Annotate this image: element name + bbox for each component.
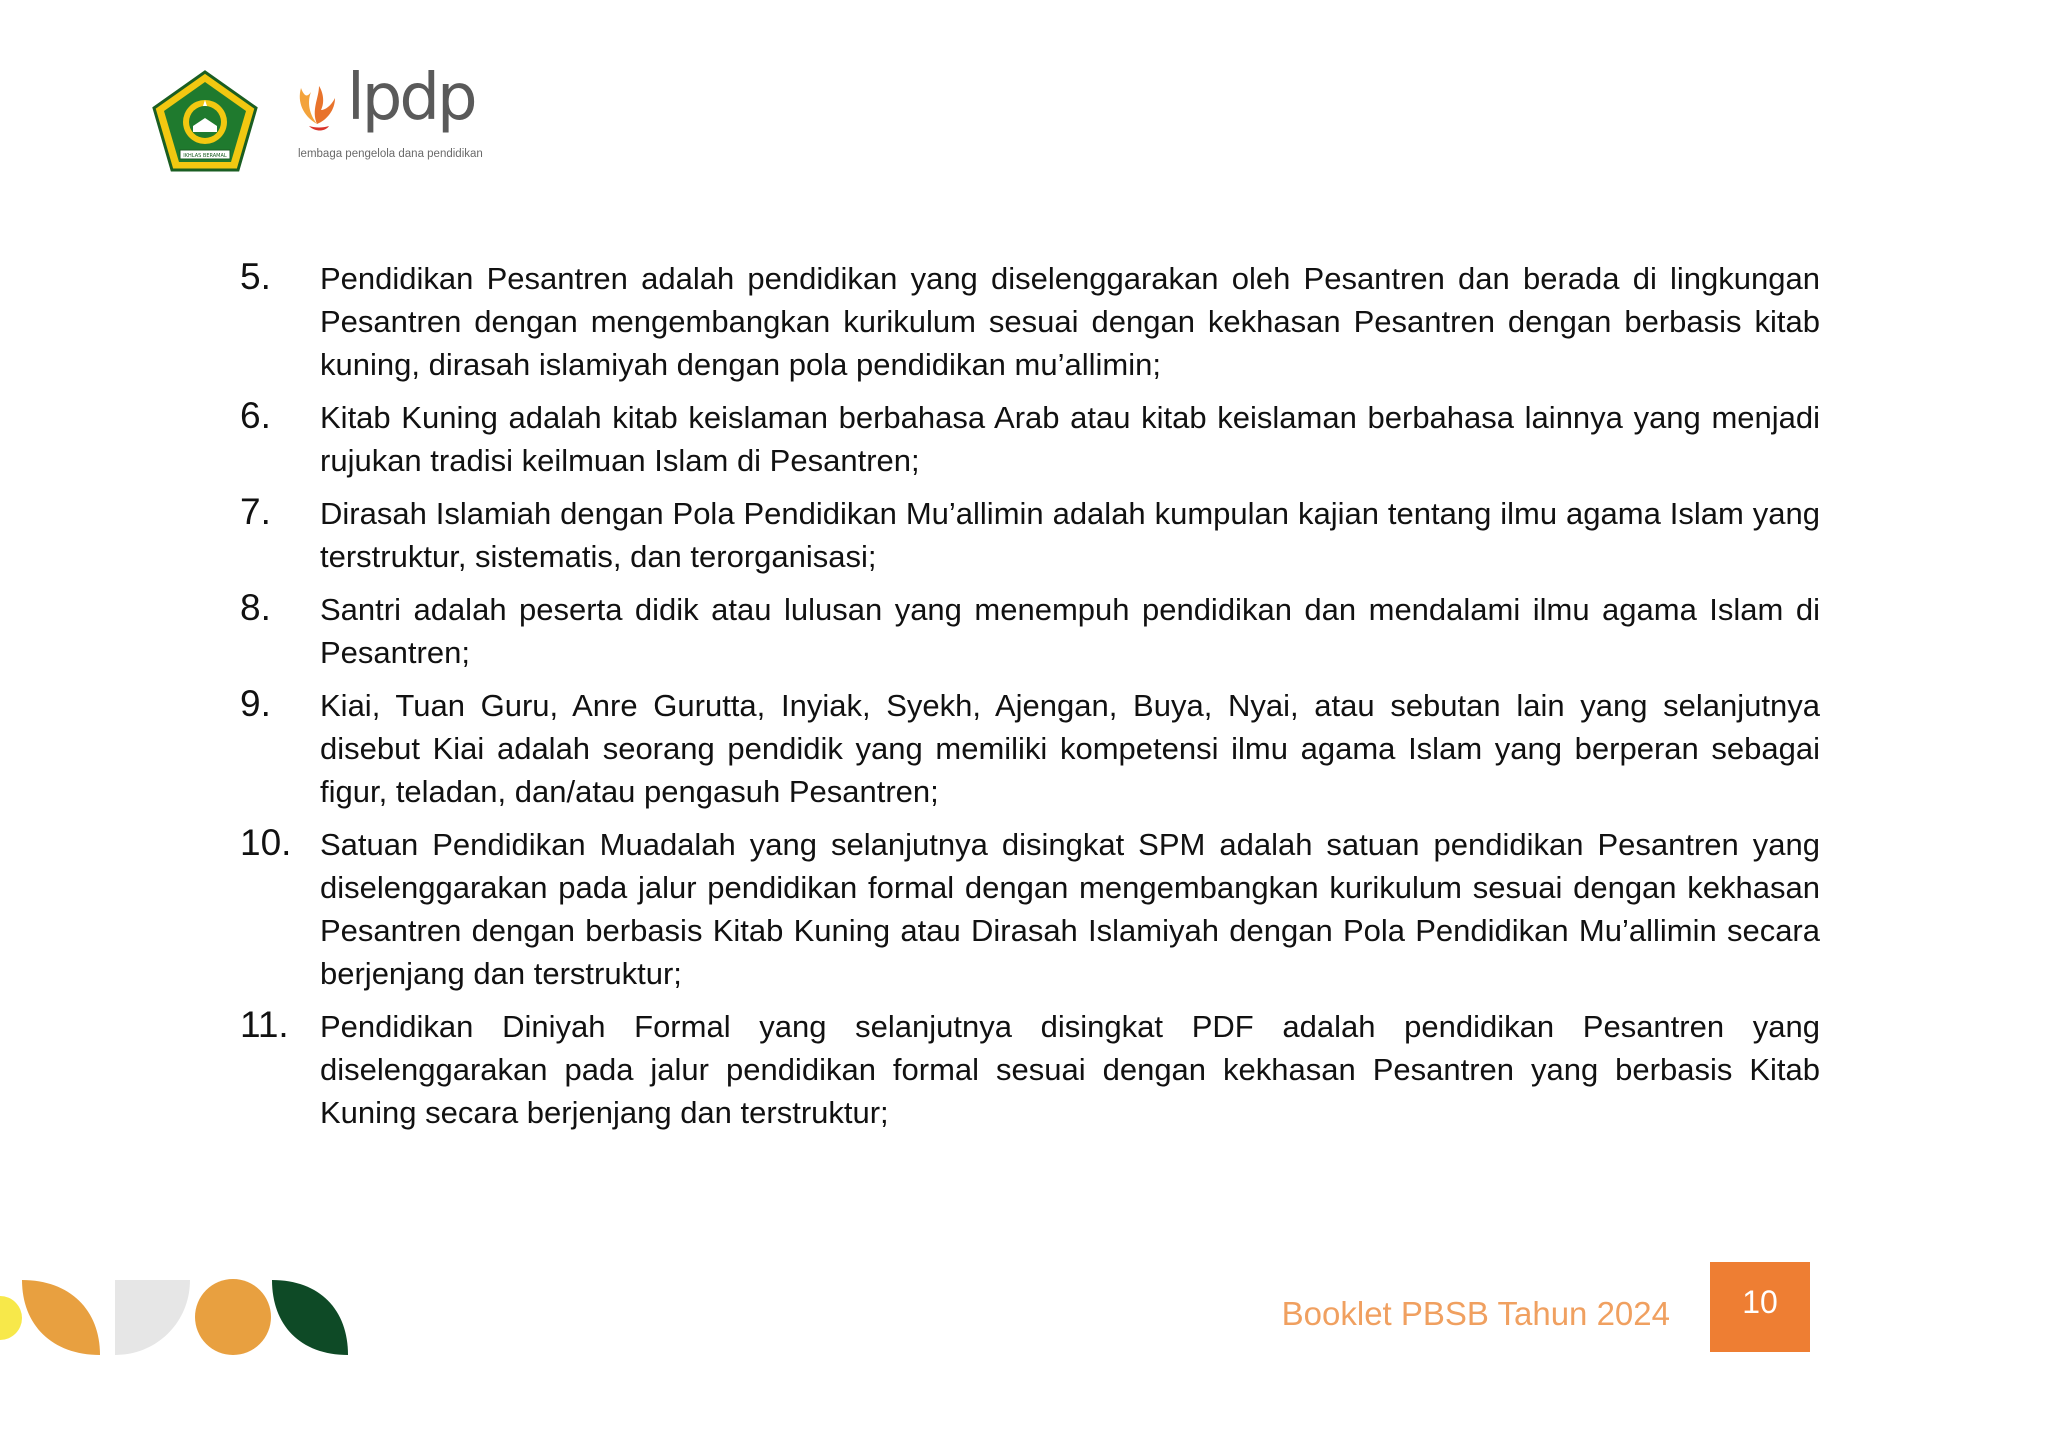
green-leaf-shape <box>272 1280 348 1355</box>
item-number: 6. <box>240 395 271 436</box>
item-text: Dirasah Islamiah dengan Pola Pendidikan Mu’allimin adalah kumpulan kajian tentang ilmu agama Islam yang terstruktur, sistematis, dan terorganisasi; <box>320 496 1820 574</box>
kemenag-emblem-icon <box>150 70 260 175</box>
list-item <box>240 682 1820 813</box>
item-number: 5. <box>240 256 271 297</box>
gray-quarter-shape <box>115 1280 190 1355</box>
svg-text:IKHLAS BERAMAL: IKHLAS BERAMAL <box>183 153 227 159</box>
item-text: Pendidikan Diniyah Formal yang selanjutnya disingkat PDF adalah pendidikan Pesantren yang diselenggarakan pada jalur pendidikan formal sesuai dengan kekhasan Pesantren yang berbasis Kitab Kuning secara berjenjang dan terstruktur; <box>320 1009 1820 1130</box>
item-number: 9. <box>240 683 271 724</box>
list-item <box>240 1003 1820 1134</box>
item-text: Santri adalah peserta didik atau lulusan yang menempuh pendidikan dan mendalami ilmu agama Islam di Pesantren; <box>320 592 1820 670</box>
booklet-label: Booklet PBSB Tahun 2024 <box>1281 1295 1670 1332</box>
list-item <box>240 821 1820 995</box>
definitions-list-section <box>240 255 1820 1142</box>
lpdp-flame-icon <box>295 80 347 140</box>
lpdp-wordmark: lpdp <box>347 61 475 135</box>
header <box>150 61 483 180</box>
orange-circle-shape <box>195 1279 271 1355</box>
lpdp-tagline: lembaga pengelola dana pendidikan <box>298 148 483 160</box>
list-item <box>240 586 1820 674</box>
item-number: 8. <box>240 587 271 628</box>
definitions-list <box>240 255 1820 1134</box>
item-text: Satuan Pendidikan Muadalah yang selanjutnya disingkat SPM adalah satuan pendidikan Pesantren yang diselenggarakan pada jalur pendidikan formal dengan mengembangkan kurikulum sesuai dengan kekhasan Pesantren dengan berbasis Kitab Kuning atau Dirasah Islamiyah dengan Pola Pendidikan Mu’allimin secara berjenjang dan terstruktur; <box>320 827 1820 991</box>
item-number: 11. <box>240 1004 289 1045</box>
item-number: 7. <box>240 491 271 532</box>
item-text: Kitab Kuning adalah kitab keislaman berbahasa Arab atau kitab keislaman berbahasa lainnya yang menjadi rujukan tradisi keilmuan Islam di Pesantren; <box>320 400 1820 478</box>
item-text: Kiai, Tuan Guru, Anre Gurutta, Inyiak, Syekh, Ajengan, Buya, Nyai, atau sebutan lain yang selanjutnya disebut Kiai adalah seorang pendidik yang memiliki kompetensi ilmu agama Islam yang berperan sebagai figur, teladan, dan/atau pengasuh Pesantren; <box>320 688 1820 809</box>
item-text: Pendidikan Pesantren adalah pendidikan yang diselenggarakan oleh Pesantren dan berada di lingkungan Pesantren dengan mengembangkan kurikulum sesuai dengan kekhasan Pesantren dengan berbasis kitab kuning, dirasah islamiyah dengan pola pendidikan mu’allimin; <box>320 261 1820 382</box>
list-item <box>240 394 1820 482</box>
decorative-shapes-icon <box>0 1270 360 1360</box>
page-number: 10 <box>1710 1262 1810 1352</box>
orange-leaf-shape <box>22 1280 100 1355</box>
item-number: 10. <box>240 822 292 863</box>
yellow-shape <box>0 1296 22 1340</box>
lpdp-logo <box>295 61 483 170</box>
list-item <box>240 255 1820 386</box>
list-item <box>240 490 1820 578</box>
